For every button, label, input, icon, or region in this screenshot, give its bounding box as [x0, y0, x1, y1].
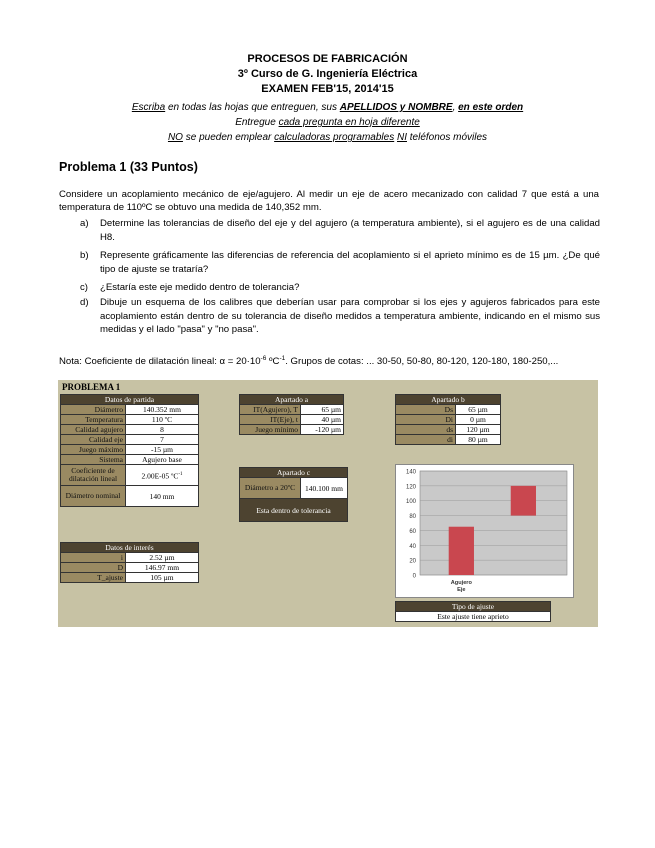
table-apartado-b [395, 394, 501, 445]
item-text: ¿Estaría este eje medido dentro de tolerancia? [100, 282, 300, 293]
tolerance-chart-svg [396, 465, 573, 597]
plot-area [420, 471, 567, 575]
table-datos-interes [60, 542, 199, 583]
row-value: 120 µm [456, 425, 501, 435]
instruction-names: Escriba en todas las hojas que entreguen, sus APELLIDOS y NOMBRE, en este orden [131, 102, 524, 113]
row-value: -15 µm [126, 445, 199, 455]
fit-type-value: Este ajuste tiene aprieto [396, 612, 551, 622]
row-value: 8 [126, 425, 199, 435]
row-value: 105 µm [126, 573, 199, 583]
row-label: T_ajuste [61, 573, 126, 583]
row-value: Agujero base [126, 455, 199, 465]
row-value: 140.352 mm [126, 405, 199, 415]
row-value: 7 [126, 435, 199, 445]
item-label: b) [80, 250, 89, 261]
y-tick-label: 120 [405, 484, 416, 491]
category-label: Agujero [450, 580, 472, 586]
table-header: Datos de interés [61, 543, 199, 553]
sheet-title: PROBLEMA 1 [62, 382, 121, 392]
range-bar-agujero [449, 527, 474, 575]
instruction-separate-sheets: Entregue cada pregunta en hoja diferente [235, 117, 420, 128]
category-label: Eje [457, 587, 466, 593]
row-value: 65 µm [301, 405, 344, 415]
item-label: a) [80, 218, 89, 229]
y-tick-label: 0 [412, 573, 416, 580]
row-value: 2.52 µm [126, 553, 199, 563]
item-label: c) [80, 282, 88, 293]
table-header: Apartado c [240, 468, 348, 478]
problem-intro: Considere un acoplamiento mecánico de eje/agujero. Al medir un eje de acero mecanizado con calidad 7 que está a una temperatura de 110ºC se obtuvo una medida de 140,352 mm. [59, 189, 599, 213]
coef-value: 2.00E-05 ºC$^{-1}$ [126, 465, 199, 486]
row-value: 140.100 mm [301, 478, 348, 499]
nominal-value: 140 mm [126, 486, 199, 507]
item-text: Determine las tolerancias de diseño del eje y del agujero (a temperatura ambiente), si el agujero es de una calidad H8. [100, 218, 600, 243]
row-value: 0 µm [456, 415, 501, 425]
row-label: Sistema [61, 455, 126, 465]
row-label: Calidad agujero [61, 425, 126, 435]
row-label: D [61, 563, 126, 573]
row-value: 146.97 mm [126, 563, 199, 573]
y-tick-label: 60 [409, 528, 416, 535]
table-apartado-c [239, 467, 348, 522]
row-label: IT(Eje), t [240, 415, 301, 425]
tolerance-chart [395, 464, 574, 598]
exam-degree: 3º Curso de G. Ingeniería Eléctrica [237, 68, 418, 80]
row-label: ds [396, 425, 456, 435]
table-apartado-a [239, 394, 344, 435]
problem-title: Problema 1 (33 Puntos) [59, 160, 198, 174]
row-label: i [61, 553, 126, 563]
y-tick-label: 40 [409, 543, 416, 550]
y-tick-label: 20 [409, 558, 416, 565]
exam-course-title: PROCESOS DE FABRICACIÓN [247, 53, 408, 65]
y-tick-label: 140 [405, 469, 416, 476]
table-header: Apartado b [396, 395, 501, 405]
row-label: Diámetro [61, 405, 126, 415]
row-value: 110 ºC [126, 415, 199, 425]
item-label: d) [80, 297, 89, 308]
y-tick-label: 80 [409, 514, 416, 521]
spreadsheet-solution [58, 380, 598, 627]
row-label: Temperatura [61, 415, 126, 425]
table-header: Apartado a [240, 395, 344, 405]
row-label: Diámetro a 20ºC [240, 478, 301, 499]
row-label: Di [396, 415, 456, 425]
row-label: Juego máximo [61, 445, 126, 455]
problem-note: Nota: Coeficiente de dilatación lineal: $\alpha = 20\cdot 10^{-6}$ ºC$^{-1}$. Grupos de cotas: ... 30-50, 50-80, 80-120, 120-180, 180-250,... [59, 355, 559, 368]
table-header: Tipo de ajuste [396, 602, 551, 612]
tolerance-result: Esta dentro de tolerancia [240, 499, 348, 522]
table-datos-partida [60, 394, 199, 507]
table-tipo-ajuste [395, 601, 551, 622]
row-value: 40 µm [301, 415, 344, 425]
row-value: 65 µm [456, 405, 501, 415]
row-label: IT(Agujero), T [240, 405, 301, 415]
item-text: Represente gráficamente las diferencias de referencia del acoplamiento si el aprieto mínimo es de 15 µm. ¿De qué tipo de ajuste se trataría? [100, 250, 600, 275]
coef-label: Coeficiente de dilatación lineal [61, 465, 126, 486]
row-label: Ds [396, 405, 456, 415]
instruction-no-devices: NO se pueden emplear calculadoras programables NI teléfonos móviles [167, 132, 488, 143]
exam-session: EXAMEN FEB'15, 2014'15 [261, 83, 394, 95]
item-text: Dibuje un esquema de los calibres que deberían usar para comprobar si los ejes y agujeros fabricados para este acoplamiento están dentro de su tolerancia de diseño medidos a temperatura ambiente, indicando en el mismo sus medidas y el lado "pasa" y "no pasa". [100, 297, 600, 335]
range-bar-eje [511, 486, 536, 516]
row-label: Juego mínimo [240, 425, 301, 435]
nominal-label: Diámetro nominal [61, 486, 126, 507]
row-value: -120 µm [301, 425, 344, 435]
y-tick-label: 100 [405, 499, 416, 506]
row-label: Calidad eje [61, 435, 126, 445]
row-label: di [396, 435, 456, 445]
table-header: Datos de partida [61, 395, 199, 405]
row-value: 80 µm [456, 435, 501, 445]
